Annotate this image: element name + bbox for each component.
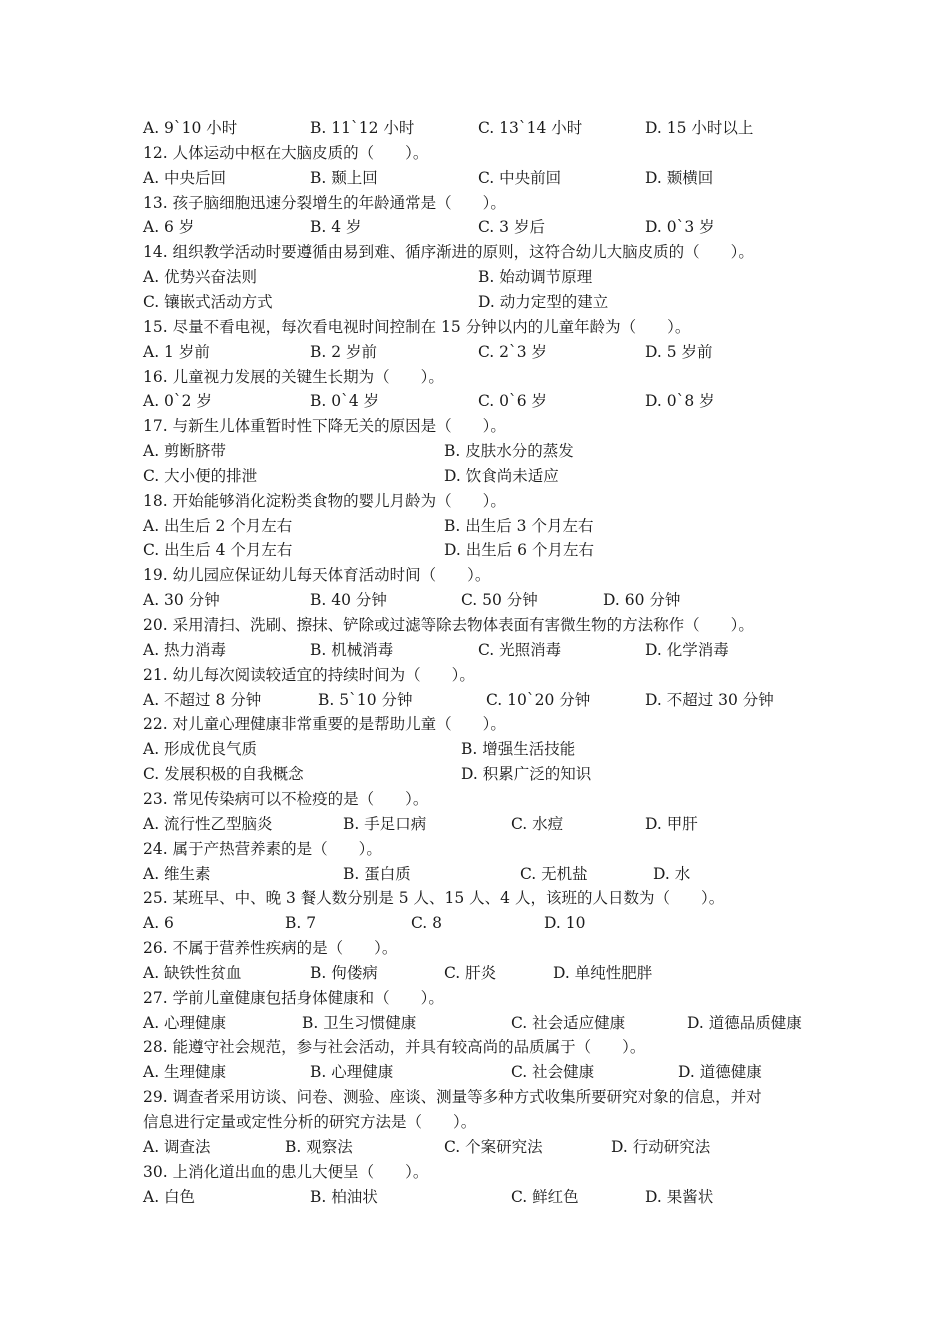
answer-option: D. 道德品质健康 [687,1013,802,1032]
answer-option: C. 10`20 分钟 [486,690,591,709]
question-text: 23. 常见传染病可以不检疫的是（ ）。 [143,789,429,808]
question-text: 信息进行定量或定性分析的研究方法是（ ）。 [143,1113,477,1131]
question-text: 19. 幼儿园应保证幼儿每天体育活动时间（ ）。 [143,566,491,585]
answer-option: C. 水痘 [511,814,564,833]
answer-option: B. 4 岁 [310,218,362,237]
answer-option: B. 颞上回 [310,168,378,187]
answer-option: C. 无机盐 [520,864,588,883]
answer-option: D. 积累广泛的知识 [461,765,592,784]
answer-option: C. 出生后 4 个月左右 [143,541,293,560]
answer-option: D. 15 小时以上 [645,119,754,137]
answer-option: A. 流行性乙型脑炎 [143,814,273,833]
answer-option: A. 30 分钟 [143,591,220,610]
answer-option: C. 大小便的排泄 [143,466,258,485]
answer-option: D. 单纯性肥胖 [553,963,653,982]
answer-option: C. 发展积极的自我概念 [143,765,304,784]
question-text: 14. 组织教学活动时要遵循由易到难、循序渐进的原则，这符合幼儿大脑皮质的（ ）。 [143,243,754,262]
answer-option: A. 出生后 2 个月左右 [143,516,293,535]
answer-option: C. 2`3 岁 [478,342,548,361]
answer-option: B. 佝偻病 [310,963,378,982]
answer-option: B. 心理健康 [310,1063,394,1082]
answer-option: C. 肝炎 [444,963,497,982]
question-text: 21. 幼儿每次阅读较适宜的持续时间为（ ）。 [143,665,475,684]
answer-option: B. 7 [285,914,317,933]
answer-option: C. 镶嵌式活动方式 [143,292,273,311]
answer-option: A. 优势兴奋法则 [143,268,258,287]
answer-option: D. 道德健康 [678,1063,762,1082]
question-text: 12. 人体运动中枢在大脑皮质的（ ）。 [143,143,429,162]
answer-option: D. 不超过 30 分钟 [645,690,774,709]
answer-option: D. 颞横回 [645,168,714,187]
question-text: 26. 不属于营养性疾病的是（ ）。 [143,939,398,958]
answer-option: C. 50 分钟 [461,591,538,610]
answer-option: A. 9`10 小时 [143,119,238,137]
answer-option: C. 0`6 岁 [478,392,548,411]
question-text: 18. 开始能够消化淀粉类食物的婴儿月龄为（ ）。 [143,491,506,510]
answer-option: B. 卫生习惯健康 [302,1013,417,1032]
question-text: 17. 与新生儿体重暂时性下降无关的原因是（ ）。 [143,417,506,436]
answer-option: C. 中央前回 [478,168,562,187]
answer-option: B. 5`10 分钟 [318,690,413,709]
answer-option: D. 0`8 岁 [645,392,715,411]
answer-option: A. 形成优良气质 [143,740,258,759]
answer-option: C. 社会适应健康 [511,1013,626,1032]
question-text: 20. 采用清扫、洗刷、擦抹、铲除或过滤等除去物体表面有害微生物的方法称作（ ）。 [143,616,754,634]
answer-option: B. 出生后 3 个月左右 [444,516,594,535]
question-text: 25. 某班早、中、晚 3 餐人数分别是 5 人、15 人、4 人，该班的人日数为（ ）。 [143,889,725,908]
answer-option: B. 蛋白质 [343,864,411,883]
answer-option: A. 白色 [143,1187,196,1206]
question-text: 28. 能遵守社会规范，参与社会活动，并具有较高尚的品质属于（ ）。 [143,1038,646,1057]
answer-option: A. 维生素 [143,864,211,883]
answer-option: B. 机械消毒 [310,640,394,659]
answer-option: C. 鲜红色 [511,1187,579,1206]
question-text: 15. 尽量不看电视，每次看电视时间控制在 15 分钟以内的儿童年龄为（ ）。 [143,317,691,336]
answer-option: C. 3 岁后 [478,218,545,237]
answer-option: C. 社会健康 [511,1063,595,1082]
answer-option: B. 皮肤水分的蒸发 [444,442,574,461]
answer-option: D. 饮食尚未适应 [444,466,559,485]
answer-option: B. 手足口病 [343,814,427,833]
question-text: 16. 儿童视力发展的关键生长期为（ ）。 [143,367,444,386]
answer-option: B. 40 分钟 [310,591,387,610]
answer-option: C. 光照消毒 [478,640,562,659]
answer-option: A. 缺铁性贫血 [143,963,242,982]
answer-option: D. 5 岁前 [645,342,713,361]
answer-option: A. 1 岁前 [143,342,210,361]
question-text: 22. 对儿童心理健康非常重要的是帮助儿童（ ）。 [143,715,506,734]
answer-option: B. 11`12 小时 [310,119,415,137]
answer-option: D. 水 [653,864,691,883]
answer-option: D. 果酱状 [645,1187,714,1206]
answer-option: C. 8 [411,914,443,933]
answer-option: B. 2 岁前 [310,342,378,361]
answer-option: D. 化学消毒 [645,640,729,659]
answer-option: B. 观察法 [285,1137,353,1156]
answer-option: C. 13`14 小时 [478,119,583,137]
answer-option: A. 0`2 岁 [143,392,212,411]
answer-option: A. 调查法 [143,1137,211,1156]
answer-option: B. 柏油状 [310,1187,378,1206]
answer-option: D. 动力定型的建立 [478,292,609,311]
answer-option: D. 0`3 岁 [645,218,715,237]
answer-option: A. 6 [143,914,174,933]
answer-option: D. 甲肝 [645,814,698,833]
question-text: 30. 上消化道出血的患儿大便呈（ ）。 [143,1162,429,1181]
question-text: 24. 属于产热营养素的是（ ）。 [143,839,382,858]
question-text: 29. 调查者采用访谈、问卷、测验、座谈、测量等多种方式收集所要研究对象的信息，并对 [143,1088,762,1107]
answer-option: A. 中央后回 [143,168,227,187]
answer-option: A. 热力消毒 [143,640,227,659]
answer-option: A. 剪断脐带 [143,442,227,461]
question-text: 13. 孩子脑细胞迅速分裂增生的年龄通常是（ ）。 [143,193,506,212]
answer-option: A. 不超过 8 分钟 [143,690,262,709]
answer-option: A. 6 岁 [143,218,195,237]
question-text: 27. 学前儿童健康包括身体健康和（ ）。 [143,988,444,1007]
answer-option: B. 0`4 岁 [310,392,380,411]
answer-option: D. 出生后 6 个月左右 [444,541,594,560]
answer-option: D. 60 分钟 [603,591,681,610]
answer-option: D. 行动研究法 [611,1137,711,1156]
answer-option: D. 10 [544,914,586,933]
answer-option: A. 生理健康 [143,1063,227,1082]
answer-option: B. 始动调节原理 [478,268,593,287]
answer-option: C. 个案研究法 [444,1137,543,1156]
answer-option: A. 心理健康 [143,1013,227,1032]
answer-option: B. 增强生活技能 [461,740,576,759]
